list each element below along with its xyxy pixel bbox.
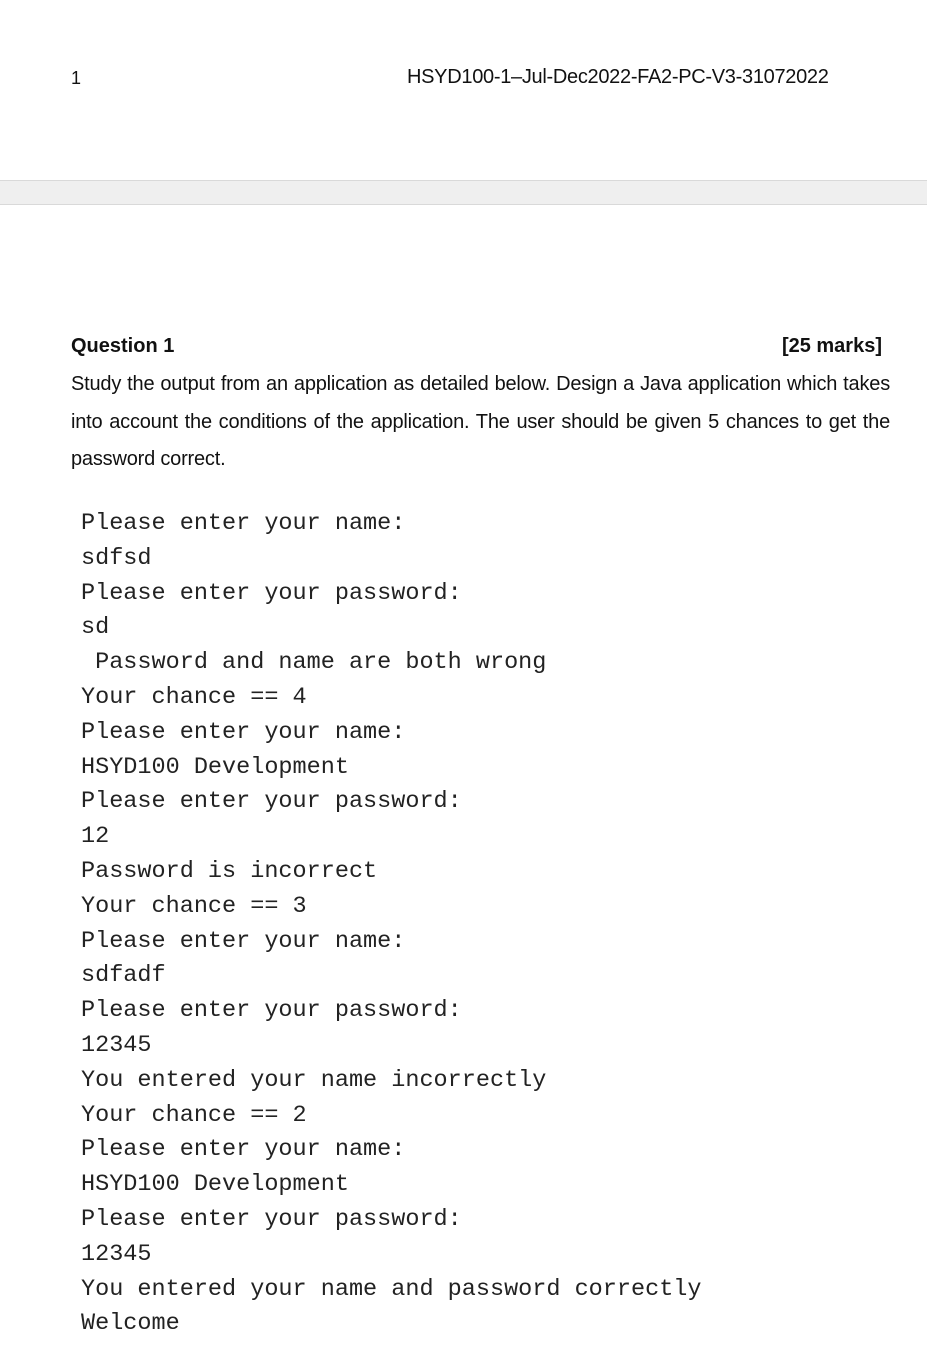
- question-marks: [25 marks]: [781, 335, 882, 357]
- console-line: sd: [81, 614, 110, 642]
- console-line: Please enter your password:: [81, 788, 462, 816]
- console-line: Please enter your name:: [81, 510, 406, 537]
- console-line: Your chance == 2: [81, 1101, 307, 1129]
- console-line: Please enter your name:: [81, 1136, 406, 1164]
- console-line: Please enter your password:: [81, 1205, 462, 1233]
- console-line: HSYD100 Development: [81, 1171, 349, 1199]
- console-line: sdfadf: [81, 962, 166, 990]
- console-line: Welcome: [81, 1310, 180, 1338]
- console-line: 12: [81, 823, 110, 851]
- console-line: You entered your name incorrectly: [81, 1066, 547, 1094]
- page-separator: [0, 180, 927, 205]
- question-title: Question 1: [71, 335, 175, 357]
- console-line: HSYD100 Development: [81, 753, 349, 781]
- console-line: Your chance == 3: [81, 892, 307, 920]
- console-line: You entered your name and password correctly: [81, 1275, 702, 1303]
- console-line: Please enter your name:: [81, 718, 406, 746]
- console-line: Please enter your name:: [81, 927, 406, 955]
- console-line: Password is incorrect: [81, 857, 378, 885]
- console-line: Your chance == 4: [81, 683, 307, 711]
- question-description: Study the output from an application as detailed below. Design a Java application which takes into account the conditions of the application. The user should be given 5 chances to get the password correct.: [71, 373, 890, 470]
- console-line: sdfsd: [81, 544, 152, 572]
- console-line: 12345: [81, 1031, 152, 1059]
- console-line: Password and name are both wrong: [81, 649, 547, 677]
- question-heading: [71, 335, 882, 361]
- console-line: Please enter your password:: [81, 579, 462, 607]
- console-line: 12345: [81, 1240, 152, 1268]
- console-line: Please enter your password:: [81, 997, 462, 1025]
- page-number: 1: [71, 68, 82, 88]
- console-output: [81, 507, 702, 1342]
- document-code: HSYD100-1–Jul-Dec2022-FA2-PC-V3-31072022: [407, 66, 829, 88]
